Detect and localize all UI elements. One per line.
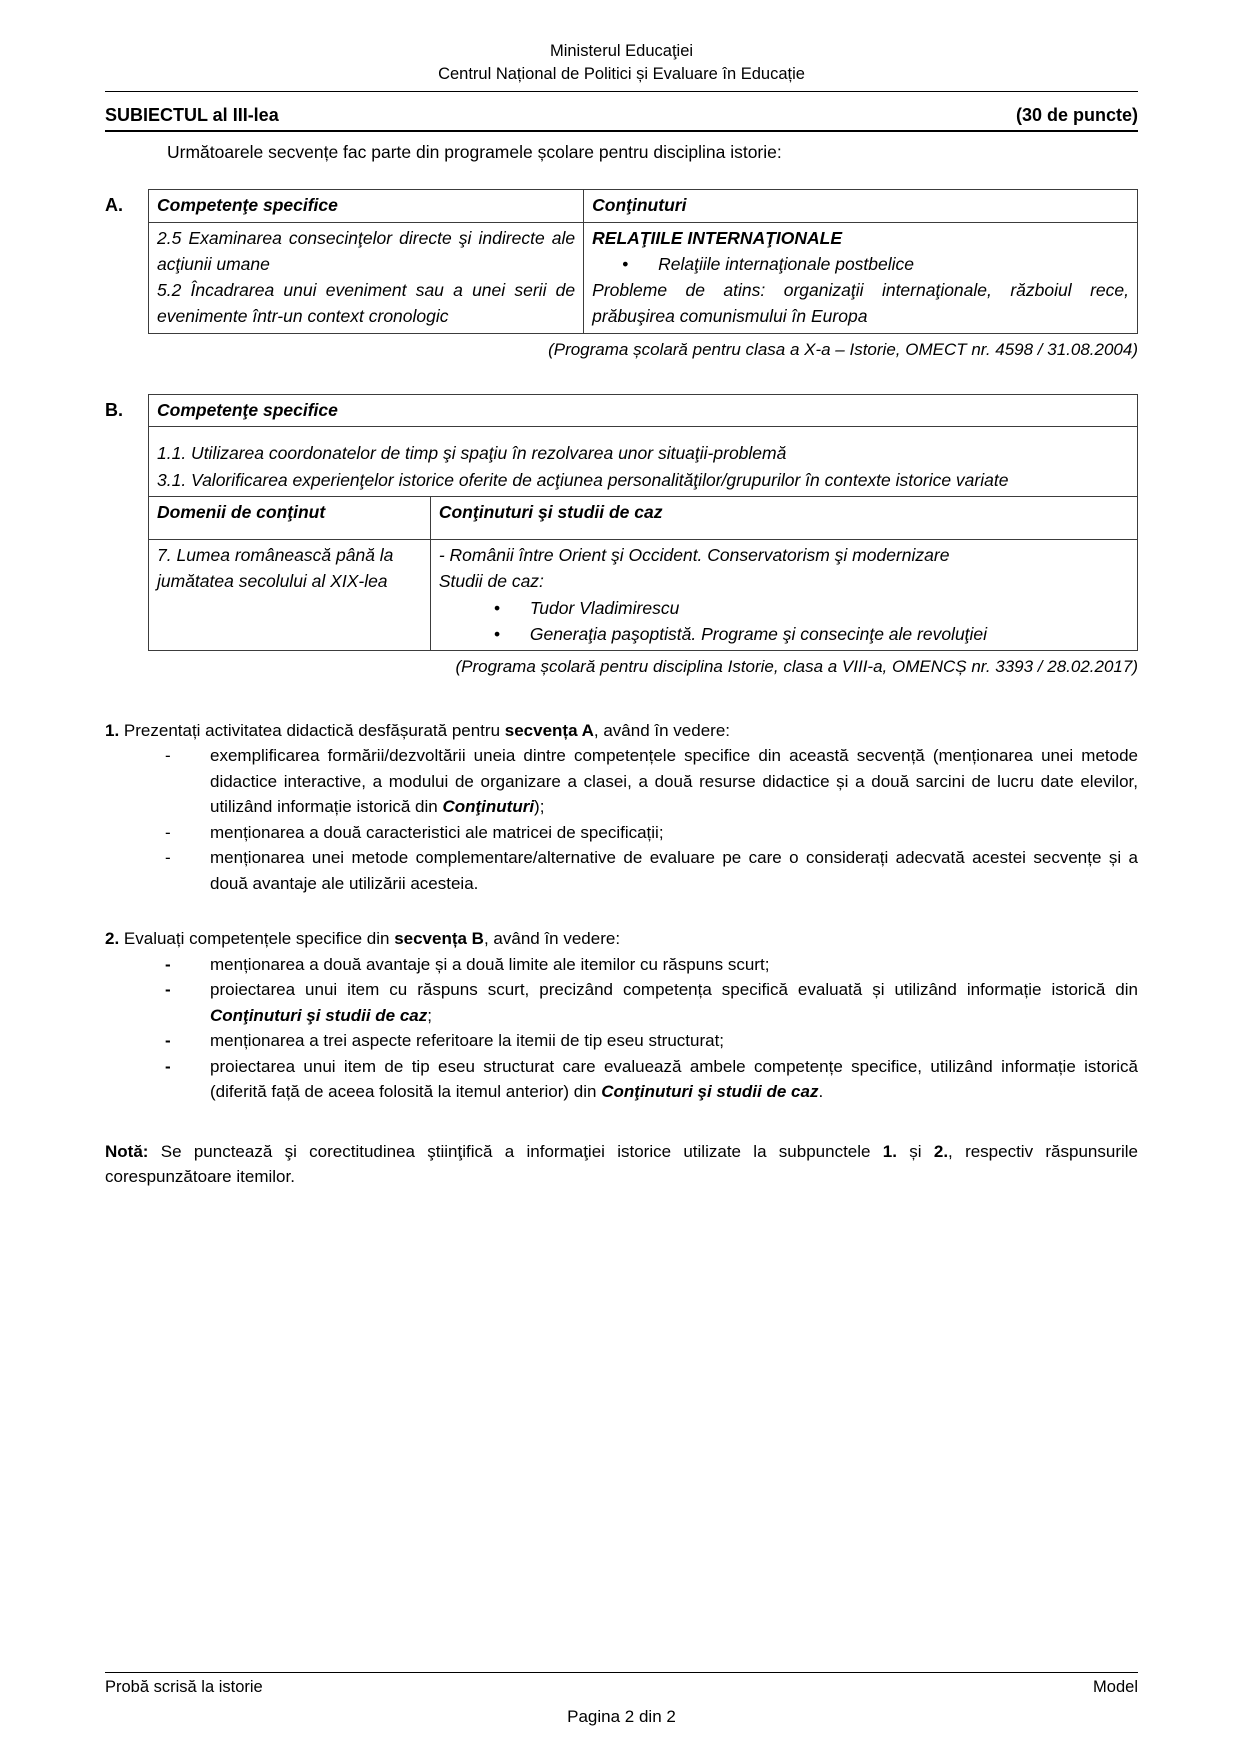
item-bold-ref: Conţinuturi: [442, 797, 535, 817]
item-text: .: [818, 1082, 824, 1102]
task-2-item-1-text: [210, 952, 1138, 978]
dash-icon: -: [165, 980, 171, 1000]
section-b-body: [148, 394, 1138, 680]
competenta-3-1: 3.1. Valorificarea experienţelor istorice oferite de acţiunea personalităţilor/grupurilor în contexte istorice variate: [157, 469, 1009, 490]
task-1-item-1: [105, 743, 1138, 820]
dash-icon: -: [165, 848, 171, 868]
continut-bullet-line: [592, 251, 1129, 277]
task-1-intro-pre: Prezentați activitatea didactică desfășurată pentru: [119, 720, 505, 740]
studiu-1: Tudor Vladimirescu: [529, 597, 680, 618]
task-2-intro: [105, 926, 1138, 952]
item-text: menționarea a două caracteristici ale matricei de specificații;: [210, 822, 664, 842]
continut-probleme: Probleme de atins: organizaţii internaţionale, războiul rece, prăbuşirea comunismului în Europa: [592, 280, 1129, 327]
table-a: [148, 189, 1138, 333]
item-text: menționarea unei metode complementare/alternative de evaluare pe care o considerați adecvată acestei secvențe și a două avantaje ale utilizării acesteia.: [210, 848, 1138, 893]
task-2-intro-pre: Evaluați competențele specifice din: [119, 929, 395, 949]
note-paragraph: [105, 1139, 1138, 1190]
item-text: menționarea a trei aspecte referitoare la itemii de tip eseu structurat;: [210, 1031, 725, 1051]
table-a-col1-header: Competenţe specifice: [149, 190, 584, 222]
studiu-bullet-line: [439, 621, 1129, 647]
subject-title-row: [105, 102, 1138, 132]
note-ref-1: 1.: [882, 1141, 897, 1161]
studiu-2: Generaţia paşoptistă. Programe şi consecinţe ale revoluţiei: [529, 623, 988, 644]
table-a-col2-header: Conţinuturi: [584, 190, 1138, 222]
continut-title: RELAŢIILE INTERNAŢIONALE: [592, 227, 843, 248]
note-ref-2: 2.: [933, 1141, 949, 1161]
section-a-body: [148, 189, 1138, 362]
task-1: [105, 718, 1138, 897]
task-1-item-3: [105, 845, 1138, 896]
bullet-icon: •: [493, 597, 500, 618]
bullet-icon: •: [493, 623, 500, 644]
section-b: [105, 394, 1138, 680]
item-text: menționarea a două avantaje și a două limite ale itemilor cu răspuns scurt;: [210, 954, 770, 974]
item-bold-ref: Conţinuturi şi studii de caz: [210, 1005, 428, 1025]
dash-icon: -: [165, 822, 171, 842]
table-a-content-row: [149, 222, 1138, 333]
task-1-item-1-text: [210, 743, 1138, 820]
task-2-item-2-text: [210, 977, 1138, 1028]
item-text: exemplificarea formării/dezvoltării uneia dintre competențele specifice din această secvență (menționarea unei metode didactice interactive, a modului de organizare a clasei, a două resurse didactice și a două sarcini de lucru date elevilor, utilizând informație istorică din: [210, 746, 1138, 817]
task-2-item-3-text: [210, 1028, 1138, 1054]
note-text: și: [896, 1141, 934, 1161]
task-2-item-3: [105, 1028, 1138, 1054]
task-2-item-4-text: [210, 1054, 1138, 1105]
continut-bullet-text: Relaţiile internaţionale postbelice: [658, 253, 915, 274]
table-b-header: Competenţe specifice: [149, 395, 1138, 427]
subject-points: (30 de puncte): [1015, 105, 1138, 126]
item-text: proiectarea unui item cu răspuns scurt, precizând competența specifică evaluată și utilizând informație istorică din: [210, 980, 1138, 1000]
task-2-intro-post: , având în vedere:: [483, 929, 621, 949]
table-b-caption: (Programa școlară pentru disciplina Istorie, clasa a VIII-a, OMENCȘ nr. 3393 / 28.02.2017): [455, 657, 1138, 677]
table-b-competente-row: [149, 427, 1138, 497]
table-b-subheader-row: [149, 496, 1138, 539]
note-label: Notă:: [105, 1141, 149, 1161]
task-2: [105, 926, 1138, 1105]
competenta-5-2: 5.2 Încadrarea unui eveniment sau a unei serii de evenimente într-un context cronologic: [157, 280, 576, 327]
table-a-header-row: [149, 190, 1138, 222]
task-2-item-1: [105, 952, 1138, 978]
competenta-2-5: 2.5 Examinarea consecinţelor directe şi indirecte ale acţiunii umane: [157, 227, 576, 274]
section-a-label: A.: [105, 195, 123, 216]
footer-row: [105, 1672, 1138, 1700]
note-text: , respectiv răspunsurile corespunzătoare itemilor.: [105, 1141, 1138, 1187]
table-b-col2-header: Conţinuturi şi studii de caz: [430, 496, 1137, 539]
subject-title: SUBIECTUL al III-lea: [105, 105, 279, 126]
competenta-1-1: 1.1. Utilizarea coordonatelor de timp şi spaţiu în rezolvarea unor situaţii-problemă: [157, 443, 787, 464]
continut-b-line2: Studii de caz:: [438, 571, 544, 592]
table-b: [148, 394, 1138, 651]
task-1-item-2: [105, 820, 1138, 846]
table-b-competente-cell: [149, 427, 1138, 497]
footer-exam-type: Probă scrisă la istorie: [105, 1677, 263, 1696]
footer-model-label: Model: [1093, 1677, 1138, 1696]
table-a-caption: (Programa școlară pentru clasa a X-a – Istorie, OMECT nr. 4598 / 31.08.2004): [548, 339, 1138, 359]
continut-b-line1: - Românii între Orient şi Occident. Conservatorism şi modernizare: [438, 545, 950, 566]
task-2-sequence-ref: secvența B: [394, 929, 484, 949]
note-text: Se punctează şi corectitudinea ştiinţifică a informaţiei istorice utilizate la subpunctele: [148, 1141, 883, 1161]
item-text: proiectarea unui item de tip eseu structurat care evaluează ambele competențe specifice, utilizând informație istorică (diferită față de aceea folosită la itemul anterior) din: [210, 1056, 1138, 1102]
table-b-continut-cell: [430, 540, 1137, 651]
section-a: [105, 189, 1138, 362]
task-1-intro: [105, 718, 1138, 744]
section-b-label: B.: [105, 400, 123, 421]
item-text: );: [534, 797, 545, 817]
table-b-col1-header: Domenii de conţinut: [149, 496, 431, 539]
dash-icon: -: [165, 954, 171, 974]
bullet-icon: •: [622, 253, 629, 274]
dash-icon: -: [165, 1031, 171, 1051]
intro-text: Următoarele secvențe fac parte din programele școlare pentru disciplina istorie:: [167, 142, 782, 163]
task-1-item-2-text: [210, 820, 1138, 846]
table-a-competente-cell: [149, 222, 584, 333]
task-2-item-4: [105, 1054, 1138, 1105]
task-2-number: 2.: [105, 929, 120, 949]
item-bold-ref: Conţinuturi şi studii de caz: [601, 1082, 819, 1102]
task-1-item-3-text: [210, 845, 1138, 896]
table-b-domeniu-cell: 7. Lumea românească până la jumătatea secolului al XIX-lea: [149, 540, 431, 651]
document-header: [105, 40, 1138, 92]
table-a-continuturi-cell: [584, 222, 1138, 333]
task-1-intro-post: , având în vedere:: [593, 720, 730, 740]
task-1-sequence-ref: secvența A: [504, 720, 594, 740]
table-b-content-row: [149, 540, 1138, 651]
dash-icon: -: [165, 1056, 171, 1076]
item-text: ;: [427, 1005, 432, 1025]
dash-icon: -: [165, 746, 171, 766]
footer-page-number: Pagina 2 din 2: [567, 1706, 676, 1726]
page-footer: [105, 1672, 1138, 1729]
task-1-number: 1.: [105, 720, 120, 740]
studiu-bullet-line: [439, 595, 1129, 621]
header-center: Centrul Național de Politici și Evaluare în Educație: [438, 65, 805, 84]
header-ministry: Ministerul Educaţiei: [549, 42, 694, 60]
table-b-header-row: [149, 395, 1138, 427]
task-2-item-2: [105, 977, 1138, 1028]
